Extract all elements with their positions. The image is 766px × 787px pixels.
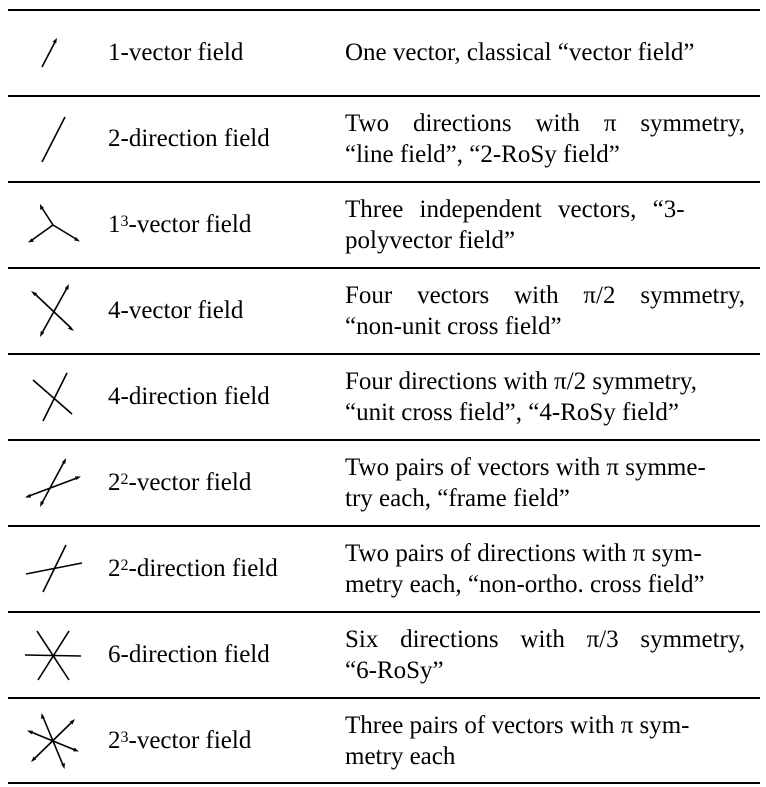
table-row xyxy=(8,96,760,181)
description-line: polyvector field” xyxy=(345,226,516,254)
description-line: try each, “frame field” xyxy=(345,484,570,512)
description-line: “6-RoSy” xyxy=(345,656,444,684)
field-description xyxy=(345,698,745,783)
field-name-suffix: -direction field xyxy=(128,554,278,582)
table-row xyxy=(8,440,760,525)
field-name-base: 1 xyxy=(108,210,121,238)
field-name xyxy=(108,268,243,353)
field-name xyxy=(108,354,270,439)
description-line: metry each xyxy=(345,742,456,770)
field-description xyxy=(345,10,745,95)
description-line: metry each, “non-ortho. cross field” xyxy=(345,570,705,598)
description-line: “line field”, “2-RoSy field” xyxy=(345,140,620,168)
field-name-suffix: -vector field xyxy=(128,210,252,238)
field-description xyxy=(345,440,745,525)
table-row xyxy=(8,354,760,439)
description-line: Three independent vectors, “3- xyxy=(345,195,685,223)
description-line: Two pairs of directions with π sym- xyxy=(345,539,702,567)
field-name-exponent: 2 xyxy=(120,556,129,574)
description-line: One vector, classical “vector field” xyxy=(345,39,695,66)
description-line: Four directions with π/2 symmetry, xyxy=(345,367,697,395)
table-rule xyxy=(8,782,760,784)
field-description xyxy=(345,526,745,611)
field-description xyxy=(345,268,745,353)
three-independent-vectors-glyph-icon xyxy=(22,194,84,256)
field-name-base: 2 xyxy=(108,468,121,496)
table-row xyxy=(8,268,760,353)
field-name xyxy=(108,182,251,267)
six-direction-glyph-icon xyxy=(22,624,84,686)
field-name-suffix: -vector field xyxy=(128,726,252,754)
description-line: Four vectors with π/2 symmetry, xyxy=(345,281,745,309)
description-line: Six directions with π/3 symmetry, xyxy=(345,625,745,653)
field-name-base: 4-vector field xyxy=(108,296,244,324)
description-line: “non-unit cross field” xyxy=(345,312,562,340)
three-pairs-vectors-glyph-icon xyxy=(22,710,84,772)
field-name-base: 1-vector field xyxy=(108,38,244,66)
field-name xyxy=(108,526,278,611)
four-vector-glyph-icon xyxy=(22,280,84,342)
description-line: Two pairs of vectors with π symme- xyxy=(345,453,706,481)
one-vector-glyph-icon xyxy=(22,22,84,84)
table-row xyxy=(8,612,760,697)
field-description xyxy=(345,96,745,181)
table-row xyxy=(8,182,760,267)
table-row xyxy=(8,698,760,783)
field-description xyxy=(345,354,745,439)
two-pairs-directions-glyph-icon xyxy=(22,538,84,600)
field-description xyxy=(345,182,745,267)
field-name xyxy=(108,440,251,525)
description-line: “unit cross field”, “4-RoSy field” xyxy=(345,398,679,426)
table-row xyxy=(8,10,760,95)
field-name-base: 4-direction field xyxy=(108,382,270,410)
description-line: Two directions with π symmetry, xyxy=(345,109,745,137)
field-name-suffix: -vector field xyxy=(128,468,252,496)
field-description xyxy=(345,612,745,697)
table-row xyxy=(8,526,760,611)
field-name xyxy=(108,96,270,181)
four-direction-glyph-icon xyxy=(22,366,84,428)
field-name-base: 2 xyxy=(108,726,121,754)
field-name-base: 2 xyxy=(108,554,121,582)
field-name-exponent: 3 xyxy=(120,212,129,230)
field-name-base: 6-direction field xyxy=(108,640,270,668)
field-name xyxy=(108,612,270,697)
description-line: Three pairs of vectors with π sym- xyxy=(345,711,690,739)
two-pairs-vectors-glyph-icon xyxy=(22,452,84,514)
field-name-exponent: 2 xyxy=(120,470,129,488)
two-direction-glyph-icon xyxy=(22,108,84,170)
field-name xyxy=(108,698,251,783)
field-name xyxy=(108,10,243,95)
field-name-exponent: 3 xyxy=(120,728,129,746)
field-name-base: 2-direction field xyxy=(108,124,270,152)
